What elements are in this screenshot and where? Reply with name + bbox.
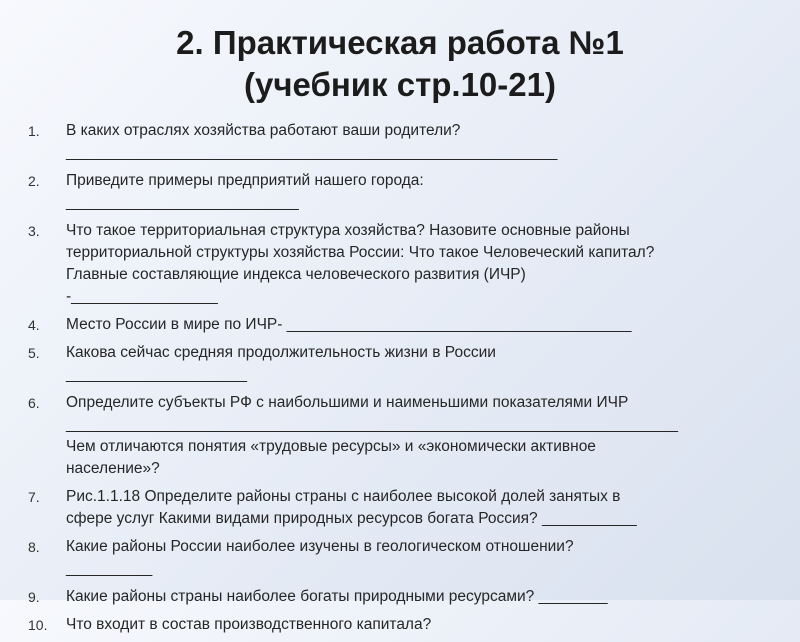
item-text-line: Место России в мире по ИЧР- ________________________________________ [66, 316, 632, 333]
item-text-line: Главные составляющие индекса человеческого развития (ИЧР) [66, 266, 526, 283]
item-text-line: Что входит в состав производственного капитала? [66, 616, 432, 633]
item-number: 2. [28, 173, 40, 189]
item-text-line: Что такое территориальная структура хозяйства? Назовите основные районы [66, 222, 630, 239]
item-text-line: Чем отличаются понятия «трудовые ресурсы» и «экономически активное [66, 438, 596, 455]
item-text-line: _______________________________________________________________________ [66, 416, 679, 433]
item-text-line: _____________________ [66, 366, 248, 383]
item-number: 8. [28, 539, 40, 555]
list-item [28, 392, 788, 480]
list-item [28, 120, 788, 164]
item-text [66, 342, 788, 386]
item-text [66, 486, 788, 530]
list-item [28, 314, 788, 336]
item-text-line: -_________________ [66, 288, 218, 305]
item-text-line: Приведите примеры предприятий нашего города: [66, 172, 424, 189]
item-number: 1. [28, 123, 40, 139]
item-text [66, 314, 788, 336]
item-number: 10. [28, 617, 48, 633]
title-line-1: 2. Практическая работа №1 [176, 24, 624, 61]
item-text-line: население»? [66, 460, 160, 477]
list-item [28, 486, 788, 530]
list-item [28, 586, 788, 608]
item-number: 7. [28, 489, 40, 505]
item-text-line: _________________________________________________________ [66, 144, 558, 161]
item-text [66, 120, 788, 164]
item-text-line: __________ [66, 560, 153, 577]
list-item [28, 220, 788, 308]
list-item [28, 170, 788, 214]
item-number: 6. [28, 395, 40, 411]
list-item [28, 342, 788, 386]
item-text-line: Какие районы России наиболее изучены в геологическом отношении? [66, 538, 574, 555]
item-text [66, 614, 788, 636]
item-text-line: Какова сейчас средняя продолжительность жизни в России [66, 344, 496, 361]
item-text-line: Рис.1.1.18 Определите районы страны с наиболее высокой долей занятых в [66, 488, 621, 505]
item-text [66, 536, 788, 580]
item-text-line: ___________________________ [66, 194, 299, 211]
item-text [66, 392, 788, 480]
item-number: 5. [28, 345, 40, 361]
question-list [28, 120, 788, 642]
slide-title [0, 22, 800, 106]
item-text-line: Какие районы страны наиболее богаты природными ресурсами? ________ [66, 588, 608, 605]
item-text-line: территориальной структуры хозяйства России: Что такое Человеческий капитал? [66, 244, 655, 261]
list-item [28, 536, 788, 580]
item-text-line: сфере услуг Какими видами природных ресурсов богата Россия? ___________ [66, 510, 637, 527]
title-line-2: (учебник стр.10-21) [244, 66, 556, 103]
item-text-line: Определите субъекты РФ с наибольшими и наименьшими показателями ИЧР [66, 394, 629, 411]
list-item [28, 614, 788, 636]
item-text-line: В каких отраслях хозяйства работают ваши родители? [66, 122, 461, 139]
item-text [66, 170, 788, 214]
item-text [66, 586, 788, 608]
item-number: 9. [28, 589, 40, 605]
item-number: 3. [28, 223, 40, 239]
item-text [66, 220, 788, 308]
item-number: 4. [28, 317, 40, 333]
